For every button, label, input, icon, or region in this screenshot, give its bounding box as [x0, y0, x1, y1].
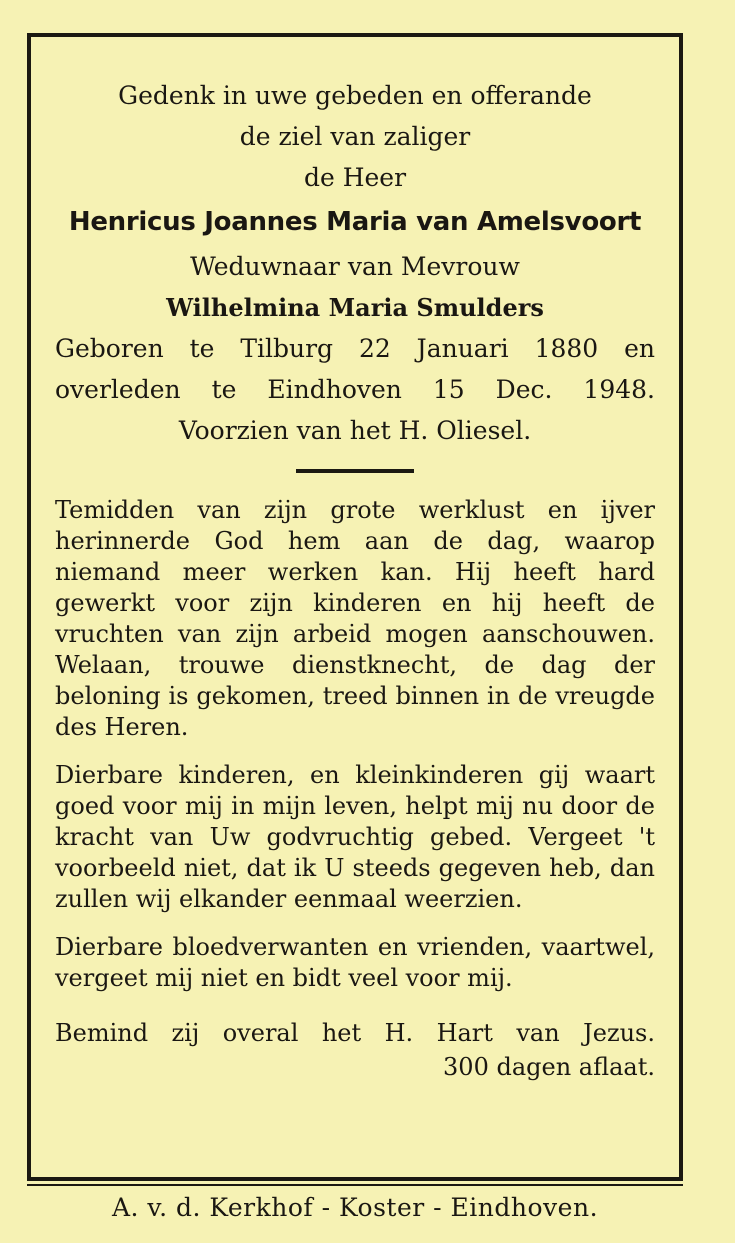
section-divider [296, 469, 414, 473]
footer-rule [27, 1184, 683, 1186]
card-header [55, 75, 655, 451]
death-line: overleden te Eindhoven 15 Dec. 1948. [55, 375, 655, 404]
soul-line: de ziel van zaliger [239, 122, 471, 151]
closing-prayer: Bemind zij overal het H. Hart van Jezus. [55, 1019, 655, 1047]
widower-line: Weduwnaar van Mevrouw [190, 252, 520, 281]
relatives-paragraph: Dierbare bloedverwanten en vrienden, vaartwel, vergeet mij niet en bidt veel voor mij. [55, 933, 655, 992]
prayer-request-line: Gedenk in uwe gebeden en offerande [118, 81, 592, 110]
sacrament-line: Voorzien van het H. Oliesel. [178, 416, 532, 445]
printer-credit: A. v. d. Kerkhof - Koster - Eindhoven. [111, 1193, 599, 1222]
spouse-name: Wilhelmina Maria Smulders [166, 293, 544, 322]
indulgence-note: 300 dagen aflaat. [443, 1053, 655, 1081]
deceased-name: Henricus Joannes Maria van Amelsvoort [68, 207, 642, 237]
title-line: de Heer [303, 163, 407, 192]
children-paragraph: Dierbare kinderen, en kleinkinderen gij waart goed voor mij in mijn leven, helpt mij nu door de kracht van Uw godvruchtig gebed. Vergeet 't voorbeeld niet, dat ik U steeds gegeven heb, dan zullen wij elkander eenmaal weerzien. [55, 761, 655, 913]
eulogy-paragraph: Temidden van zijn grote werklust en ijver herinnerde God hem aan de dag, waarop niemand meer werken kan. Hij heeft hard gewerkt voor zijn kinderen en hij heeft de vruchten van zijn arbeid mogen aanschouwen. Welaan, trouwe dienstknecht, de dag der beloning is gekomen, treed binnen in de vreugde des Heren. [55, 496, 655, 741]
memorial-card-frame [27, 33, 683, 1181]
birth-line: Geboren te Tilburg 22 Januari 1880 en [55, 334, 655, 363]
